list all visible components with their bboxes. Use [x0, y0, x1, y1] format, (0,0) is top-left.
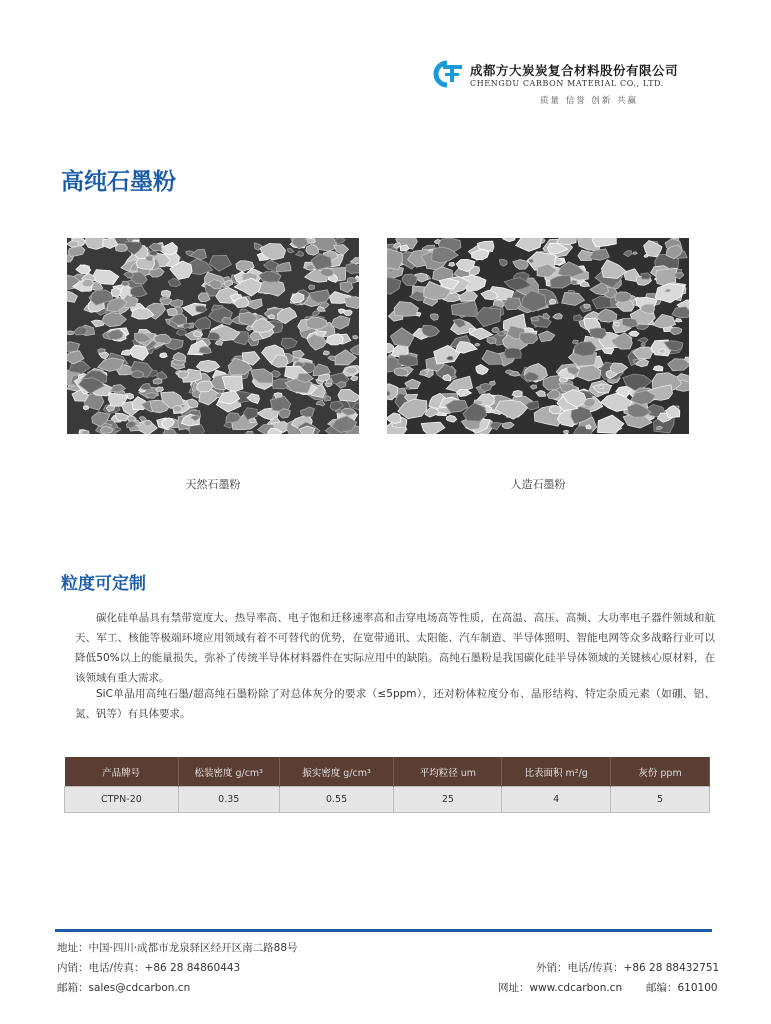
body-paragraph: SiC单晶用高纯石墨/超高纯石墨粉除了对总体灰分的要求（≤5ppm），还对粉体粒度分布、晶形结构、特定杂质元素（如硼、铝、氮、钒等）有具体要求。 — [75, 688, 715, 720]
body-paragraph: 碳化硅单晶具有禁带宽度大、热导率高、电子饱和迁移速率高和击穿电场高等性质，在高温、高压、高频、大功率电子器件领域和航天、军工、核能等极端环境应用领域有着不可替代的优势，在宽带通讯、太阳能、汽车制造、半导体照明、智能电网等众多战略行业可以降低50%以上的能量损失，弥补了传统半导体材料器件在实际应用中的缺陷。高纯石墨粉是我国碳化硅半导体领域的关键核心原材料，在该领域有重大需求。 — [75, 612, 715, 684]
natural-graphite-caption: 天然石墨粉 — [185, 478, 241, 491]
table-header-cell: 平均粒径 um — [394, 757, 502, 787]
table-header-cell: 振实密度 g/cm³ — [279, 757, 394, 787]
company-name-en: CHENGDU CARBON MATERIAL CO., LTD. — [470, 79, 664, 88]
table-header-row — [65, 757, 710, 787]
footer-domestic-sales: 内销：电话/传真：+86 28 84860443 — [57, 962, 241, 974]
spec-table — [64, 757, 710, 813]
table-cell: CTPN-20 — [65, 787, 179, 813]
footer-foreign-sales: 外销：电话/传真：+86 28 88432751 — [536, 962, 720, 974]
table-cell: 0.35 — [178, 787, 279, 813]
table-header-cell: 产品牌号 — [65, 757, 179, 787]
table-cell: 4 — [502, 787, 611, 813]
company-logo-icon — [430, 60, 464, 88]
synthetic-graphite-photo — [387, 238, 689, 434]
footer-postcode: 邮编：610100 — [646, 982, 718, 994]
table-cell: 25 — [394, 787, 502, 813]
company-slogan: 质量 信誉 创新 共赢 — [540, 96, 639, 106]
table-header-cell: 松装密度 g/cm³ — [178, 757, 279, 787]
natural-graphite-photo — [67, 238, 359, 434]
footer-website: 网址：www.cdcarbon.cn — [498, 982, 623, 994]
page-title: 高纯石墨粉 — [61, 169, 176, 195]
footer-email: 邮箱：sales@cdcarbon.cn — [57, 982, 191, 994]
table-cell: 5 — [611, 787, 710, 813]
company-name-cn: 成都方大炭炭复合材料股份有限公司 — [470, 63, 679, 78]
synthetic-graphite-caption: 人造石墨粉 — [510, 478, 566, 491]
footer-divider — [55, 929, 712, 932]
table-row — [65, 787, 710, 813]
table-header-cell: 灰份 ppm — [611, 757, 710, 787]
table-cell: 0.55 — [279, 787, 394, 813]
section-title: 粒度可定制 — [61, 574, 146, 594]
table-header-cell: 比表面积 m²/g — [502, 757, 611, 787]
footer-address: 地址：中国·四川·成都市龙泉驿区经开区南二路88号 — [57, 942, 298, 954]
